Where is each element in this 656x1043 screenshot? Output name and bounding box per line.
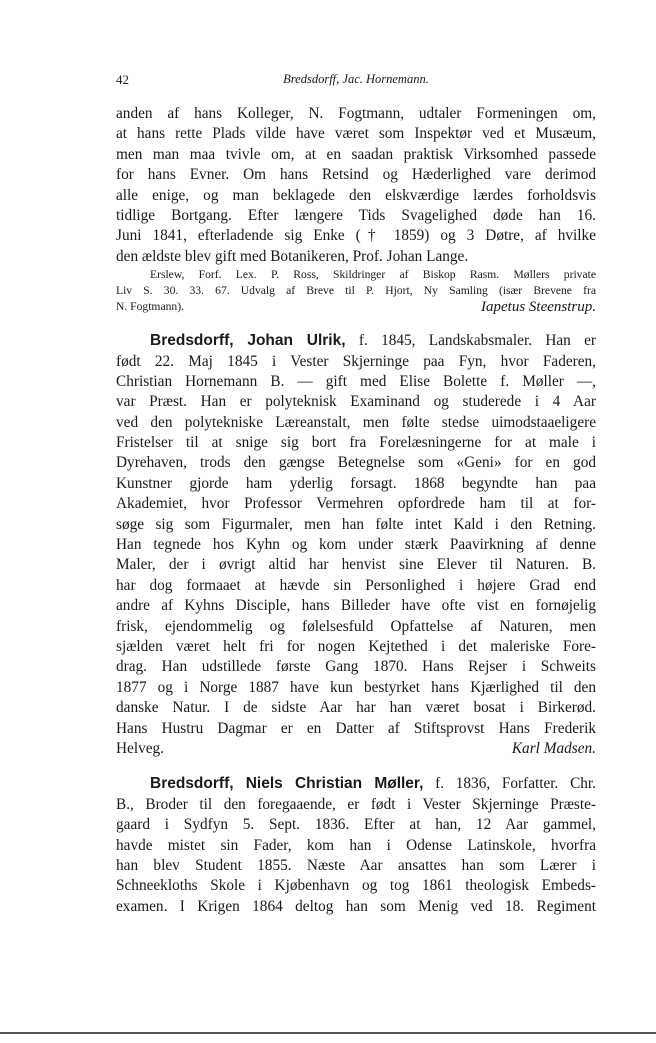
text-line: ved den polytekniske Læreanstalt, men følte stedse uimodstaaeligere: [116, 413, 596, 431]
entry-intro: f. 1836, Forfatter. Chr.: [435, 775, 596, 793]
text-line: Fristelser til at snige sig bort fra Forelæsningerne for at male i: [116, 434, 596, 452]
text-line: drag. Han udstillede første Gang 1870. Hans Rejser i Schweits: [116, 658, 596, 676]
text-line: Christian Hornemann B. — gift med Elise Bolette f. Møller —,: [116, 372, 596, 390]
text-line: Helveg.: [116, 739, 164, 757]
text-line: Han tegnede hos Kyhn og kom under stærk Paavirkning af denne: [116, 536, 596, 554]
text-line: andre af Kyhns Disciple, hans Billeder have ofte vist en fornøjelig: [116, 597, 596, 615]
spacer: [116, 759, 596, 774]
text-line: har dog formaaet at hævde sin Personlighed i højere Grad end: [116, 576, 596, 594]
references: [116, 267, 596, 315]
text-line: danske Natur. I de sidste Aar har han været bosat i Birkerød.: [116, 699, 596, 717]
author-signature: Karl Madsen.: [511, 739, 596, 757]
reference-line: Liv S. 30. 33. 67. Udvalg af Breve til P. Hjort, Ny Samling (især Brevene fra: [116, 284, 596, 298]
text-line: Hans Hustru Dagmar er en Datter af Stiftsprovst Hans Frederik: [116, 719, 596, 737]
text-line: søge sig som Figurmaler, men han følte intet Kald i den Retning.: [116, 515, 596, 533]
text-line: Juni 1841, efterladende sig Enke († 1859) og 3 Døtre, af hvilke: [116, 227, 596, 245]
entry-3: [116, 774, 596, 917]
text-line: for hans Evner. Om hans Retsind og Hæderlighed vare derimod: [116, 166, 596, 184]
text-line: Kunstner gjorde ham yderlig forsagt. 1868 begyndte han paa: [116, 474, 596, 492]
text-line: men man maa tvivle om, at en saadan praktisk Virksomhed passede: [116, 145, 596, 163]
author-signature: Iapetus Steenstrup.: [481, 299, 596, 316]
text-line: at hans rette Plads vilde have været som Inspektør ved et Musæum,: [116, 125, 596, 143]
spacer: [116, 315, 596, 331]
running-head: [116, 70, 596, 92]
entry-name: Bredsdorff, Niels Christian Møller,: [150, 775, 424, 793]
text-line: var Præst. Han er polyteknisk Examinand og studerede i 4 Aar: [116, 393, 596, 411]
text-line: født 22. Maj 1845 i Vester Skjerninge paa Fyn, hvor Faderen,: [116, 352, 596, 370]
signature-line: [116, 739, 596, 759]
text-line: alle enige, og man beklagede den elskværdige lærdes forholdsvis: [116, 186, 596, 204]
entry-name: Bredsdorff, Johan Ulrik,: [150, 332, 346, 350]
text-line: Akademiet, hvor Professor Vermehren opfordrede ham til at for-: [116, 495, 596, 513]
entry-heading-line: [116, 774, 596, 794]
reference-signature-line: [116, 299, 596, 315]
entry-heading-line: [116, 331, 596, 351]
text-line: Maler, der i øvrigt altid har henvist sine Elever til Naturen. B.: [116, 556, 596, 574]
entry-intro: f. 1845, Landskabsmaler. Han er: [358, 332, 596, 350]
reference-line: Erslew, Forf. Lex. P. Ross, Skildringer af Biskop Rasm. Møllers private: [150, 268, 596, 282]
text-line: 1877 og i Norge 1887 have kun bestyrket hans Kjærlighed til den: [116, 678, 596, 696]
text-line: gaard i Sydfyn 5. Sept. 1836. Efter at han, 12 Aar gammel,: [116, 816, 596, 834]
text-line: havde mistet sin Fader, kom han i Odense Latinskole, hvorfra: [116, 836, 596, 854]
text-line: anden af hans Kolleger, N. Fogtmann, udtaler Formeningen om,: [116, 105, 596, 122]
entry-2: [116, 331, 596, 759]
page-number: 42: [116, 72, 129, 87]
text-line: sjælden været helt fri for nogen Kejtethed i det maleriske Fore-: [116, 637, 596, 655]
text-line: den ældste blev gift med Botanikeren, Prof. Johan Lange.: [116, 247, 469, 265]
page: [116, 70, 596, 917]
text-line: Dyrehaven, trods den gængse Betegnelse som «Geni» for en god: [116, 454, 596, 472]
text-line: tidlige Bortgang. Efter længere Tids Svagelighed døde han 16.: [116, 206, 596, 224]
text-line: han blev Student 1855. Næste Aar ansattes han som Lærer i: [116, 856, 596, 874]
text-line: Schneekloths Skole i Kjøbenhavn og tog 1861 theologisk Embeds-: [116, 877, 596, 895]
text-line: examen. I Krigen 1864 deltog han som Menig ved 18. Regiment: [116, 897, 596, 915]
page-edge-rule: [0, 1032, 656, 1034]
text-line: frisk, ejendommelig og følelsesfuld Opfattelse af Naturen, men: [116, 617, 596, 635]
reference-line: N. Fogtmann).: [116, 300, 184, 314]
entry-1: [116, 104, 596, 315]
text-line: B., Broder til den foregaaende, er født i Vester Skjerninge Præste-: [116, 795, 596, 813]
running-title: Bredsdorff, Jac. Hornemann.: [283, 72, 429, 86]
